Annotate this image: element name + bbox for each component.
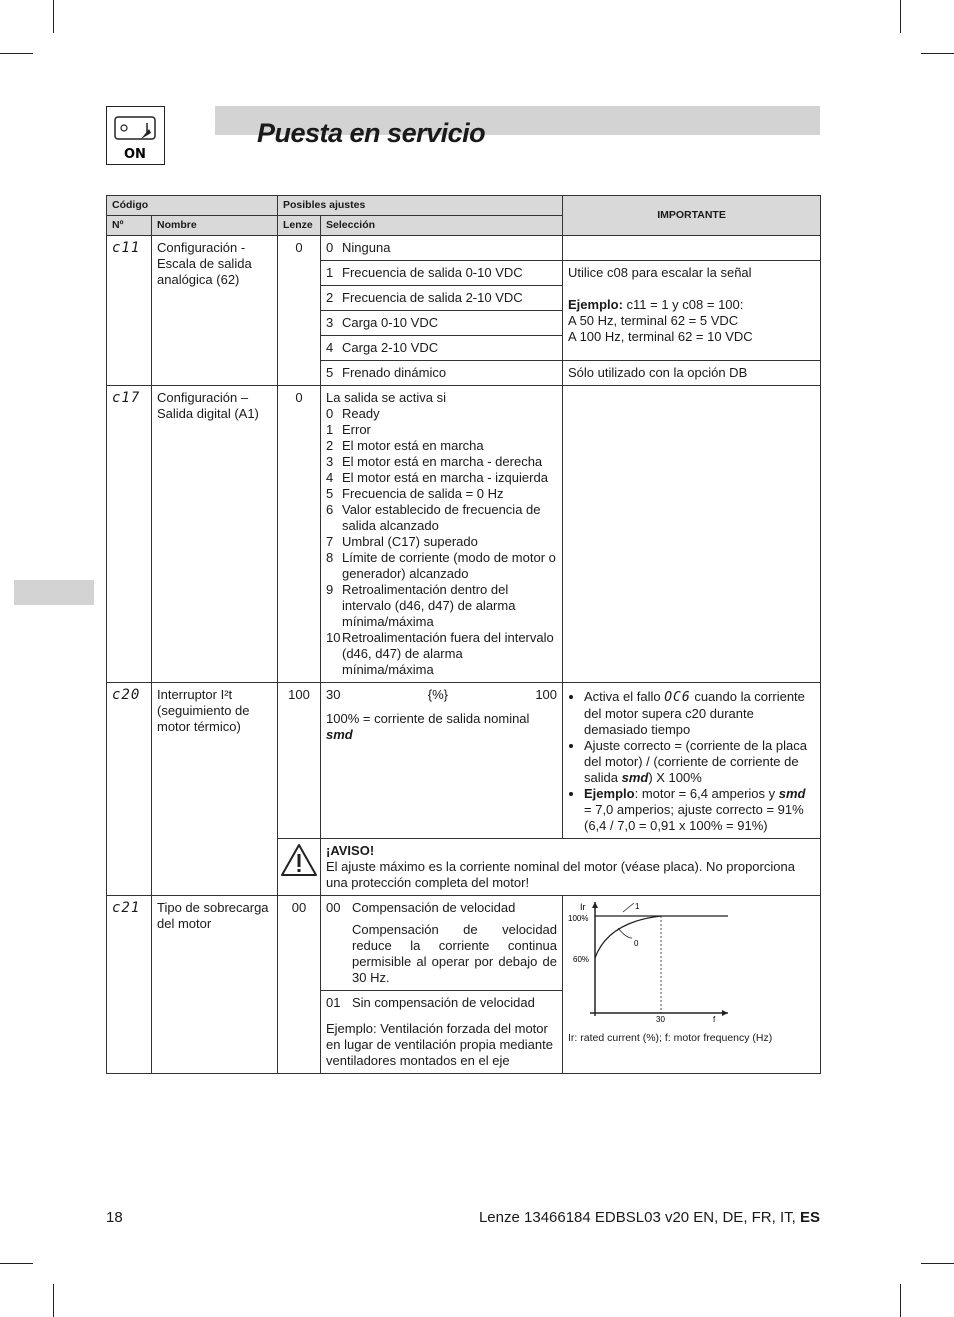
overload-graph [568,898,768,1028]
option-c11-4: 4 Carga 2-10 VDC [321,336,563,361]
option-c11-0: 0 Ninguna [321,236,563,261]
name-c17: Configuración – Salida digital (A1) [152,386,278,683]
code-c17: c17 [107,386,152,683]
graph-ylabel: Ir [580,902,586,912]
header-nombre: Nombre [152,216,278,236]
important-c11-0 [563,236,821,261]
power-switch-icon [106,106,165,165]
warning-icon-cell [278,839,321,896]
crop-mark [921,53,954,54]
option-c17-6: 6 Valor establecido de frecuencia de salida alcanzado [326,502,541,533]
warning-message: ¡AVISO! El ajuste máximo es la corriente nominal del motor (véase placa). No proporciona una protección completa del motor! [321,839,821,896]
option-c17-0: 0 Ready [326,406,380,421]
lenze-c21: 00 [278,896,321,1074]
header-seleccion: Selección [321,216,563,236]
name-c20: Interruptor I²t (seguimiento de motor térmico) [152,683,278,896]
option-c11-1: 1 Frecuencia de salida 0-10 VDC [321,261,563,286]
lenze-c20: 100 [278,683,321,839]
footer-doc-info: Lenze 13466184 EDBSL03 v20 EN, DE, FR, IT, ES [478,1209,820,1226]
important-c17 [563,386,821,683]
graph-curve0-label: 0 [634,939,639,948]
lenze-c17: 0 [278,386,321,683]
crop-mark [921,1263,954,1264]
warning-icon [280,843,318,877]
option-c17-2: 2 El motor está en marcha [326,438,484,453]
page-title: Puesta en servicio [257,118,486,148]
code-c21: c21 [107,896,152,1074]
option-c17-3: 3 El motor está en marcha - derecha [326,454,543,469]
graph-y100: 100% [568,914,589,923]
side-tab [14,580,94,605]
important-c11-scale: Utilice c08 para escalar la señal Ejemplo: c11 = 1 y c08 = 100: A 50 Hz, terminal 62 = 5 VDC A 100 Hz, terminal 62 = 10 VDC [563,261,821,361]
graph-x30: 30 [656,1015,665,1024]
options-c17: La salida se activa si 0 Ready 1 Error 2 El motor está en marcha 3 El motor está en marcha - derecha 4 El motor está en marcha - izquierda 5 Frecuencia de salida = 0 Hz 6 Valor establecido de frecuencia de salida alcanzado 7 Umbral (C17) superado 8 Límite de corriente (modo de motor o generador) alcanzado 9 Retroalimentación dentro del intervalo (d46, d47) de alarma mínima/máxima 10 Retroalimentación fuera del intervalo (d46, d47) de alarma mínima/máxima [321,386,563,683]
option-c11-2: 2 Frecuencia de salida 2-10 VDC [321,286,563,311]
crop-mark [53,1284,54,1317]
graph-curve1-label: 1 [635,902,640,911]
crop-mark [0,53,33,54]
option-c17-5: 5 Frecuencia de salida = 0 Hz [326,486,504,501]
name-c11: Configuración - Escala de salida analógica (62) [152,236,278,386]
option-c17-4: 4 El motor está en marcha - izquierda [326,470,548,485]
code-c11: c11 [107,236,152,386]
crop-mark [900,1284,901,1317]
option-c11-3: 3 Carga 0-10 VDC [321,311,563,336]
option-c17-1: 1 Error [326,422,371,437]
name-c21: Tipo de sobrecarga del motor [152,896,278,1074]
header-no: Nº [107,216,152,236]
important-c21-graph [563,896,821,1074]
options-c20: 30 {%} 100 100% = corriente de salida nominal smd [321,683,563,839]
graph-y60: 60% [573,955,590,964]
option-c17-7: 7 Umbral (C17) superado [326,534,478,549]
header-importante: IMPORTANTE [563,196,821,236]
important-c20: • Activa el fallo OC6 cuando la corriente del motor supera c20 durante demasiado tiempo • Ajuste correcto = (corriente de la placa del motor) / (corriente de corriente de salida smd) X 100% • Ejemplo: motor = 6,4 amperios y smd = 7,0 amperios; ajuste correcto = 91% (6,4 / 7,0 = 0,91 x 100% = 91%) [563,683,821,839]
crop-mark [900,0,901,33]
graph-xlabel: f [713,1015,716,1024]
header-lenze: Lenze [278,216,321,236]
important-c11-db: Sólo utilizado con la opción DB [563,361,821,386]
options-c21: 00 Compensación de velocidad Compensación de velocidad reduce la corriente continua permisible al operar por debajo de 30 Hz. 01 Sin compensación de velocidad Ejemplo: Ventilación forzada del motor en lugar de ventilación propia mediante ventiladores montados en el eje [321,896,563,1074]
parameter-table [106,195,821,1074]
header-codigo: Código [107,196,278,216]
option-c17-9: 9 Retroalimentación dentro del intervalo (d46, d47) de alarma mínima/máxima [326,582,516,629]
on-label: ON [124,147,146,162]
crop-mark [53,0,54,33]
lenze-c11: 0 [278,236,321,386]
option-c17-8: 8 Límite de corriente (modo de motor o generador) alcanzado [326,550,556,581]
graph-caption: Ir: rated current (%); f: motor frequency (Hz) [568,1032,773,1044]
option-c11-5: 5 Frenado dinámico [321,361,563,386]
header-posibles: Posibles ajustes [278,196,563,216]
crop-mark [0,1263,33,1264]
page-number: 18 [106,1209,123,1226]
option-c17-10: 10 Retroalimentación fuera del intervalo (d46, d47) de alarma mínima/máxima [326,630,554,677]
code-c20: c20 [107,683,152,896]
